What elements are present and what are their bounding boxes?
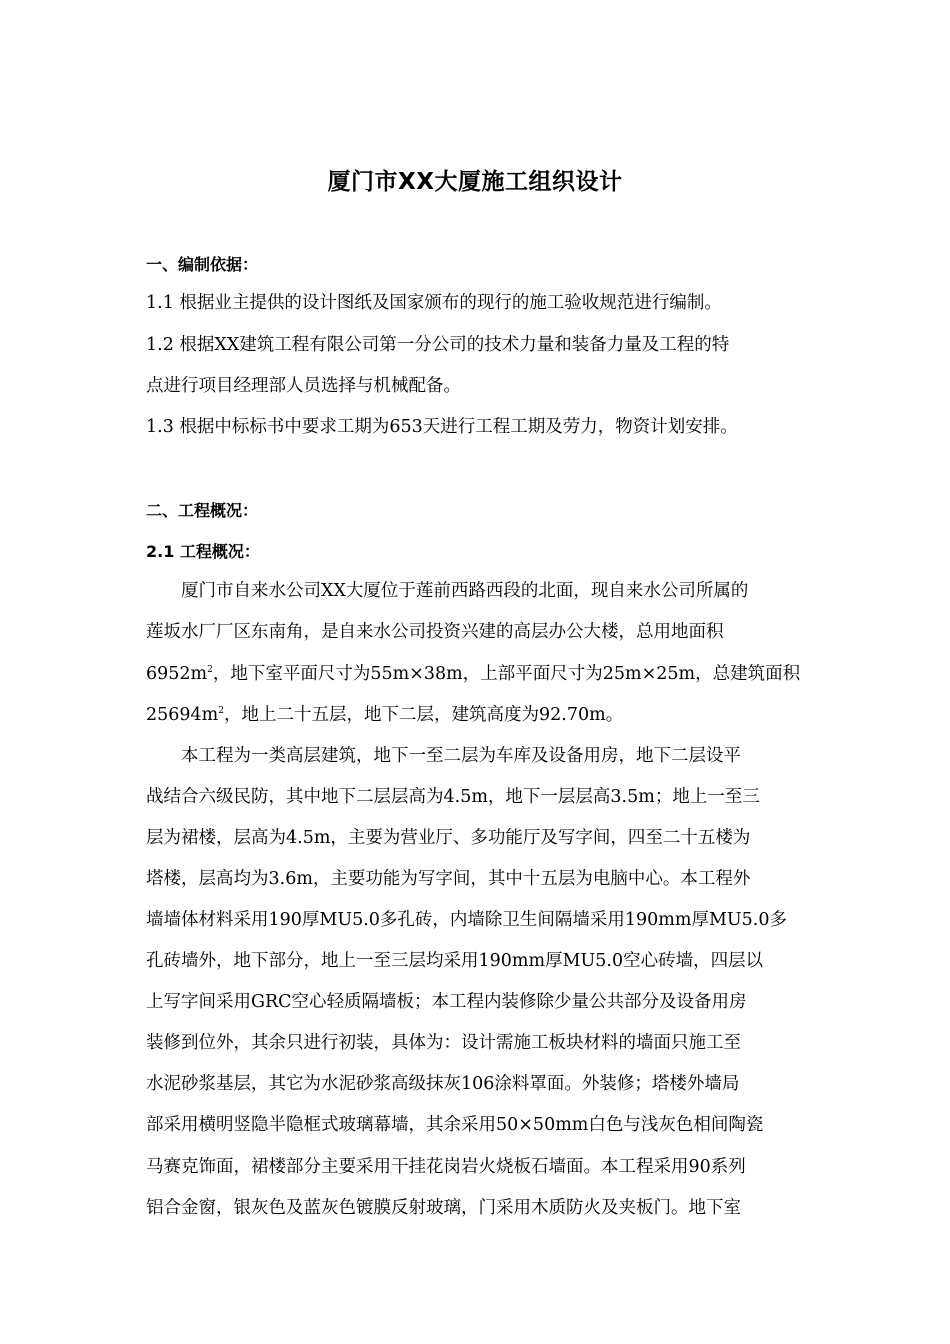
overview-para1-line1: 厦门市自来水公司XX大厦位于莲前西路西段的北面，现自来水公司所属的	[181, 581, 749, 601]
overview-para2-line1: 本工程为一类高层建筑，地下一至二层为车库及设备用房，地下二层设平	[181, 746, 741, 766]
basis-item-1-3: 1.3 根据中标标书中要求工期为653天进行工程工期及劳力，物资计划安排。	[146, 417, 738, 437]
building-area-value: 25694m	[146, 705, 219, 725]
overview-para1-line4-text: ，地上二十五层，地下二层，建筑高度为92.70m。	[224, 705, 624, 725]
overview-para2-line7: 上写字间采用GRC空心轻质隔墙板；本工程内装修除少量公共部分及设备用房	[146, 992, 747, 1012]
basis-item-1-1: 1.1 根据业主提供的设计图纸及国家颁布的现行的施工验收规范进行编制。	[146, 293, 722, 313]
overview-para1-line3	[146, 663, 811, 685]
overview-para2-line4: 塔楼，层高均为3.6m，主要功能为写字间，其中十五层为电脑中心。本工程外	[146, 869, 751, 889]
overview-para2-line9: 水泥砂浆基层，其它为水泥砂浆高级抹灰106涂料罩面。外装修；塔楼外墙局	[146, 1074, 740, 1094]
section-heading-overview: 二、工程概况：	[146, 501, 259, 520]
overview-para2-line2: 战结合六级民防，其中地下二层层高为4.5m，地下一层层高3.5m；地上一至三	[146, 787, 760, 807]
overview-para1-line4	[146, 704, 811, 726]
document-title: 厦门市XX大厦施工组织设计	[327, 169, 623, 195]
overview-para2-line5: 墙墙体材料采用190厚MU5.0多孔砖，内墙除卫生间隔墙采用190mm厚MU5.0多	[146, 910, 787, 930]
overview-para2-line11: 马赛克饰面，裙楼部分主要采用干挂花岗岩火烧板石墙面。本工程采用90系列	[146, 1157, 746, 1177]
subsection-heading-2-1: 2.1 工程概况：	[146, 542, 260, 561]
overview-para2-line6: 孔砖墙外，地下部分，地上一至三层均采用190mm厚MU5.0空心砖墙，四层以	[146, 951, 764, 971]
building-area-unit-sup: 2	[218, 706, 224, 716]
overview-para2-line3: 层为裙楼，层高为4.5m，主要为营业厅、多功能厅及写字间，四至二十五楼为	[146, 828, 751, 848]
overview-para2-line10: 部采用横明竖隐半隐框式玻璃幕墙，其余采用50×50mm白色与浅灰色相间陶瓷	[146, 1115, 764, 1135]
basis-item-1-2-cont: 点进行项目经理部人员选择与机械配备。	[146, 376, 461, 396]
section-heading-basis: 一、编制依据：	[146, 255, 259, 274]
overview-para1-line2: 莲坂水厂厂区东南角，是自来水公司投资兴建的高层办公大楼，总用地面积	[146, 622, 724, 642]
overview-para2-line8: 装修到位外，其余只进行初装，具体为：设计需施工板块材料的墙面只施工至	[146, 1033, 741, 1053]
basis-item-1-2: 1.2 根据XX建筑工程有限公司第一分公司的技术力量和装备力量及工程的特	[146, 335, 730, 355]
land-area-value: 6952m	[146, 664, 208, 684]
land-area-unit-sup: 2	[207, 665, 213, 675]
overview-para1-line3-text: ，地下室平面尺寸为55m×38m，上部平面尺寸为25m×25m，总建筑面积	[212, 664, 801, 684]
overview-para2-line12: 铝合金窗，银灰色及蓝灰色镀膜反射玻璃，门采用木质防火及夹板门。地下室	[146, 1198, 741, 1218]
